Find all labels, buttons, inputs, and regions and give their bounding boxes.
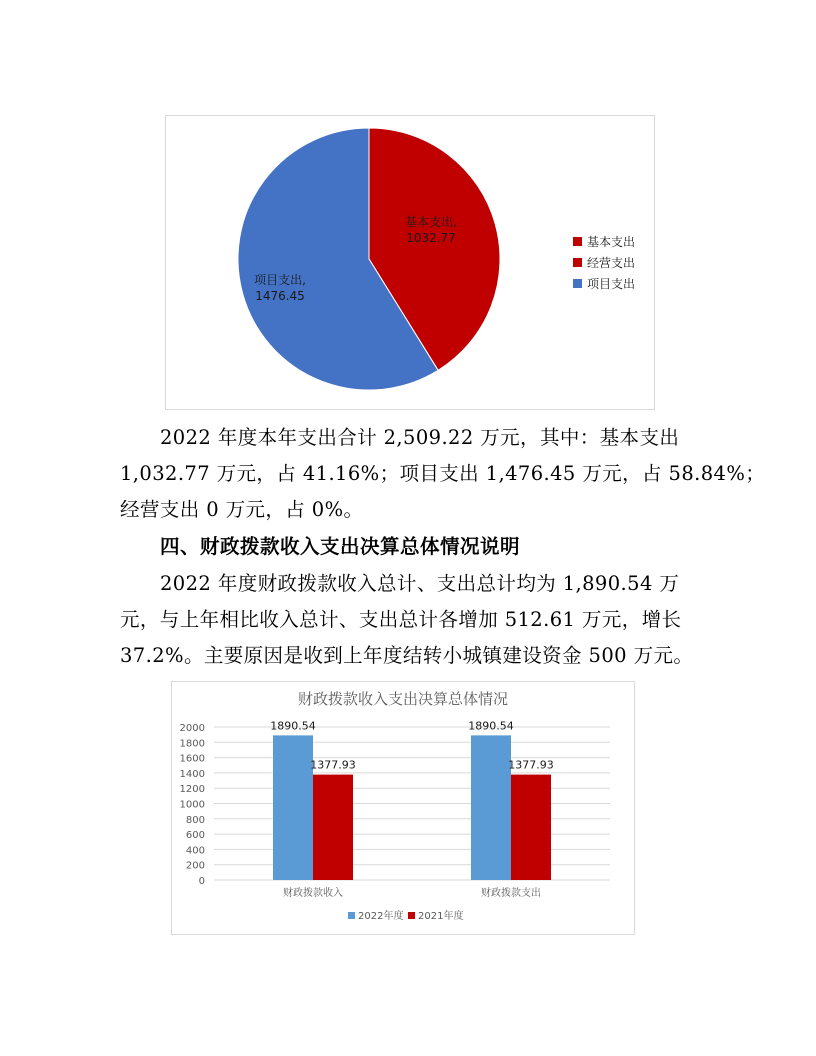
y-tick-label: 1600	[179, 753, 205, 765]
y-tick-label: 800	[185, 814, 205, 826]
y-tick-label: 1800	[179, 738, 205, 750]
fiscal-appropriation-paragraph	[120, 566, 700, 674]
x-tick-label: 财政拨款收入	[283, 888, 343, 899]
legend-label: 基本支出	[587, 235, 636, 249]
bar	[273, 735, 313, 880]
legend-swatch	[573, 279, 582, 288]
bar-chart	[171, 681, 635, 935]
bar-data-label: 1890.54	[468, 719, 514, 733]
pie-chart-svg	[166, 116, 654, 409]
y-tick-label: 1000	[179, 799, 205, 811]
paragraph-line: 元，与上年相比收入总计、支出总计各增加 512.61 万元，增长	[120, 608, 682, 631]
paragraph-line: 2022 年度财政拨款收入总计、支出总计均为 1,890.54 万	[160, 572, 680, 595]
y-tick-label: 2000	[179, 723, 205, 734]
paragraph-line: 2022 年度本年支出合计 2,509.22 万元，其中：基本支出	[160, 426, 680, 449]
y-tick-label: 400	[185, 845, 205, 857]
y-tick-label: 200	[185, 860, 205, 872]
x-tick-label: 财政拨款支出	[481, 888, 541, 899]
bar	[511, 775, 551, 880]
pie-data-label: 1032.77	[406, 231, 456, 245]
legend-label: 项目支出	[587, 277, 636, 291]
bar-data-label: 1890.54	[270, 719, 316, 733]
pie-data-label: 1476.45	[255, 289, 305, 303]
paragraph-line: 37.2%。主要原因是收到上年度结转小城镇建设资金 500 万元。	[120, 644, 694, 667]
bar	[471, 735, 511, 880]
legend-label: 2022年度	[358, 911, 404, 922]
bar-data-label: 1377.93	[508, 758, 554, 772]
legend-swatch	[348, 912, 355, 919]
expenditure-paragraph	[120, 420, 766, 528]
pie-data-label: 基本支出,	[405, 215, 457, 229]
legend-swatch	[408, 912, 415, 919]
bar-data-label: 1377.93	[310, 758, 356, 772]
paragraph-line: 经营支出 0 万元，占 0%。	[120, 498, 364, 521]
y-tick-label: 0	[198, 876, 205, 887]
legend-swatch	[573, 237, 582, 246]
pie-data-label: 项目支出,	[254, 273, 306, 287]
y-tick-label: 600	[185, 830, 205, 842]
legend-label: 2021年度	[418, 911, 464, 922]
chart-title: 财政拨款收入支出决算总体情况	[297, 690, 509, 708]
paragraph-line: 1,032.77 万元，占 41.16%；项目支出 1,476.45 万元，占 58.84%；	[120, 462, 766, 485]
bar	[313, 775, 353, 880]
legend-label: 经营支出	[587, 256, 636, 270]
y-tick-label: 1200	[179, 784, 205, 796]
bar-chart-svg	[172, 682, 634, 934]
section-heading: 四、财政拨款收入支出决算总体情况说明	[160, 535, 521, 558]
pie-chart	[165, 115, 655, 410]
legend-swatch	[573, 258, 582, 267]
y-tick-label: 1400	[179, 768, 205, 780]
